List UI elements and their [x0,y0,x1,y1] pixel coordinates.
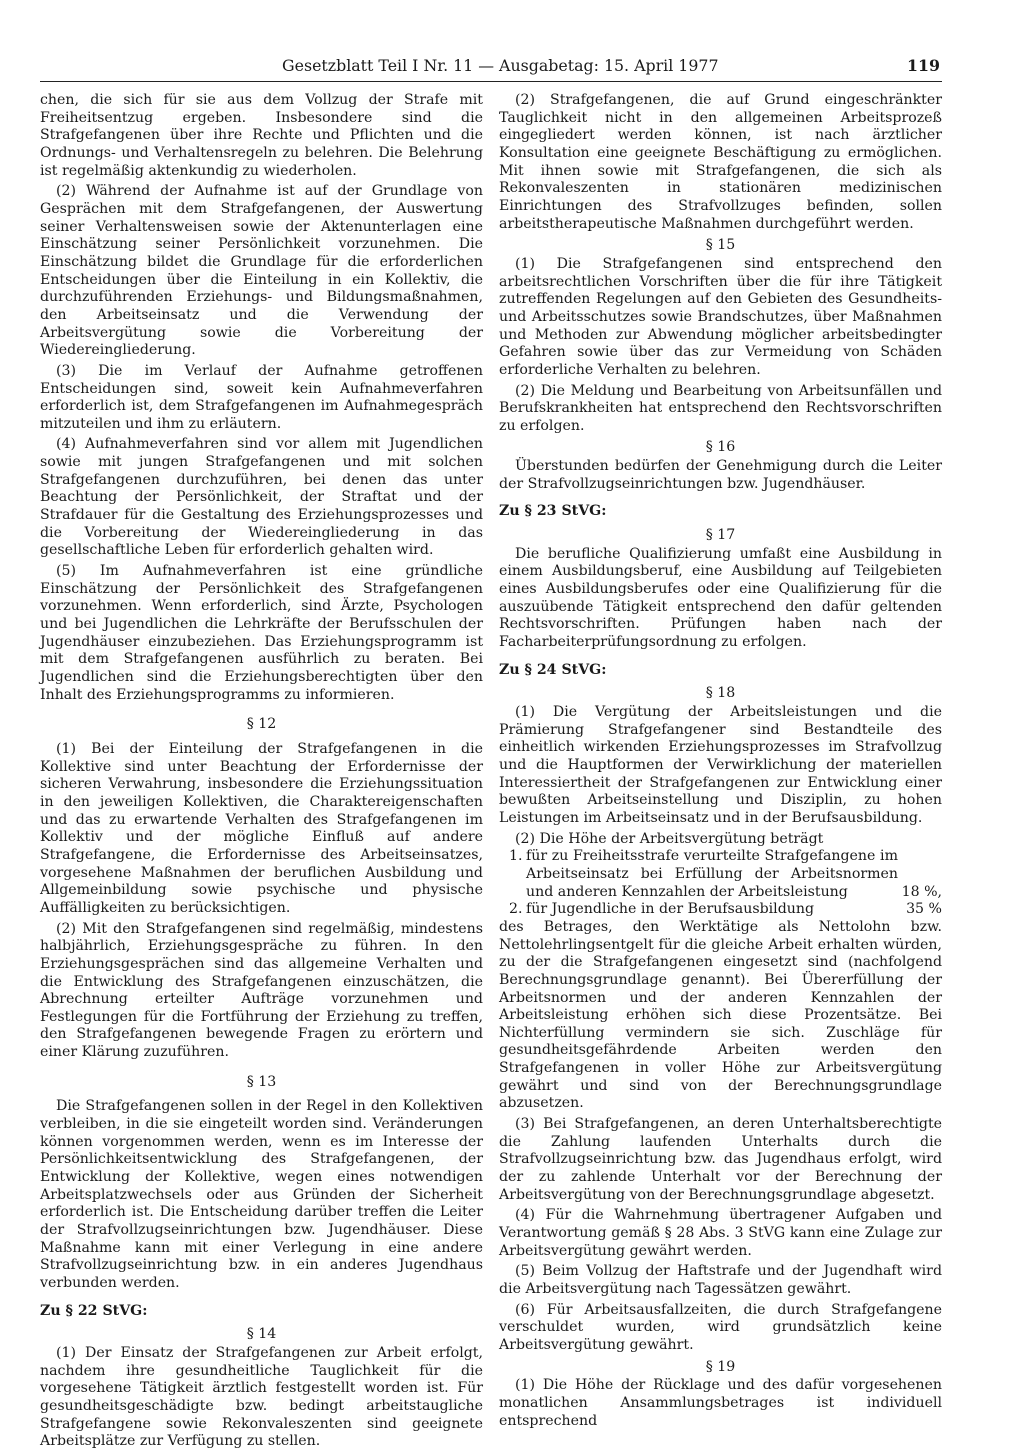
header-rule [40,81,942,82]
paragraph: Die berufliche Qualifizierung umfaßt eine Ausbildung in einem Ausbildungsberuf, eine Ausbildung auf Teilgebieten eines Ausbildungsberufes oder eine Qualifizierung für die auszuübende Tätigkeit entsprechend den dafür geltenden Rechtsvorschriften. Prüfungen haben nach der Facharbeiterprüfungsordnung zu erfolgen. [499,545,942,651]
paragraph: Überstunden bedürfen der Genehmigung durch die Leiter der Strafvollzugseinrichtungen bzw. Jugendhäuser. [499,458,942,492]
list-percentage: 18 %, [901,883,942,900]
paragraph: (2) Die Meldung und Bearbeitung von Arbeitsunfällen und Berufskrankheiten hat entsprechend den Rechtsvorschriften zu erfolgen. [499,382,942,434]
law-reference-heading: Zu § 23 StVG: [499,503,607,520]
section-heading-14: § 14 [246,1326,277,1343]
right-column [499,92,942,1430]
section-heading-13: § 13 [246,1073,277,1090]
list-item [499,848,942,901]
section-heading-15: § 15 [705,237,736,254]
paragraph: des Betrages, den Werktätige als Nettolohn bzw. Nettolehrlingsentgelt für die gleiche Arbeit erhalten würden, zu der die Strafgefangenen eingesetzt sind (nachfolgend Berechnungsgrundlage genannt). Bei Übererfüllung der Arbeitsnormen und der anderen Kennzahlen der Arbeitsleistung erhöhen sich diese Prozentsätze. Bei Nichterfüllung vermindern sie sich. Zuschläge für gesundheitsgefährdende Arbeiten werden den Strafgefangenen in voller Höhe zur Arbeitsvergütung gewährt und sind von der Berechnungsgrundlage abzusetzen. [499,918,942,1112]
section-heading-12: § 12 [246,716,277,733]
paragraph: (1) Der Einsatz der Strafgefangenen zur Arbeit erfolgt, nachdem ihre gesundheitliche Tauglichkeit für die vorgesehene Tätigkeit ärztlich festgestellt worden ist. Für gesundheitsgeschädigte bzw. bedingt arbeitstaugliche Strafgefangene sowie Rekonvaleszenten sind geeignete Arbeitsplätze zur Verfügung zu stellen. [40,1344,483,1450]
page-number: 119 [907,56,940,75]
paragraph: Die Strafgefangenen sollen in der Regel in den Kollektiven verbleiben, in die sie eingeteilt worden sind. Veränderungen können vorgenommen werden, wenn es im Interesse der Persönlichkeitsentwicklung des Strafgefangenen, der Entwicklung der Kollektive, wegen eines notwendigen Arbeitsplatzwechsels oder aus Gründen der Sicherheit erforderlich ist. Die Entscheidung darüber treffen die Leiter der Strafvollzugseinrichtungen bzw. Jugendhäuser. Diese Maßnahme kann mit einer Verlegung in eine andere Strafvollzugseinrichtung bzw. in ein anderes Jugendhaus verbunden werden. [40,1098,483,1291]
paragraph: (5) Beim Vollzug der Haftstrafe und der Jugendhaft wird die Arbeitsvergütung nach Tagessätzen gewährt. [499,1263,942,1297]
list-text: für zu Freiheitsstrafe verurteilte Strafgefangene im Arbeitseinsatz bei Erfüllung der Arbeitsnormen und anderen Kennzahlen der Arbeitsleistung [526,848,898,900]
paragraph: (2) Strafgefangenen, die auf Grund eingeschränkter Tauglichkeit nicht in den allgemeinen Arbeitsprozeß eingegliedert werden können, ist nach ärztlicher Konsultation eine geeignete Beschäftigung zu ermöglichen. Mit ihnen sowie mit Strafgefangenen, die sich als Rekonvaleszenten in stationären medizinischen Einrichtungen des Strafvollzuges befinden, sollen arbeitstherapeutische Maßnahmen durchgeführt werden. [499,92,942,232]
section-heading-17: § 17 [705,527,736,544]
paragraph: (1) Die Höhe der Rücklage und des dafür vorgesehenen monatlichen Ansammlungsbetrages ist individuell entsprechend [499,1377,942,1429]
paragraph: (5) Im Aufnahmeverfahren ist eine gründliche Einschätzung der Persönlichkeit des Strafgefangenen vorzunehmen. Wenn erforderlich, sind Ärzte, Psychologen und bei Jugendlichen die Lehrkräfte der Berufsschulen der Jugendhäuser einzubeziehen. Das Erziehungsprogramm ist mit dem Strafgefangenen ausführlich zu beraten. Bei Jugendlichen sind die Erziehungsberechtigten über den Inhalt des Erziehungsprogramms zu informieren. [40,563,483,703]
list-item [499,901,942,919]
left-column [40,92,483,1451]
list-percentage: 35 % [906,901,942,918]
list-number: 2. [509,901,523,918]
law-reference-heading: Zu § 22 StVG: [40,1302,148,1319]
paragraph: (1) Bei der Einteilung der Strafgefangenen in die Kollektive sind unter Beachtung der Erfordernisse der sicheren Verwahrung, insbesondere die Erziehungssituation in den jeweiligen Kollektiven, die Charaktereigenschaften und das zu erwartende Verhalten des Strafgefangenen im Kollektiv und der mögliche Einfluß auf andere Strafgefangene, die Erfordernisse des Arbeitseinsatzes, vorgesehene Maßnahmen der beruflichen Ausbildung und Allgemeinbildung sowie psychische und physische Auffälligkeiten zu berücksichtigen. [40,740,483,916]
page-header [40,56,940,78]
section-heading-16: § 16 [705,439,736,456]
paragraph: (2) Die Höhe der Arbeitsvergütung beträgt [515,830,824,847]
paragraph: (4) Aufnahmeverfahren sind vor allem mit Jugendlichen sowie mit jungen Strafgefangenen und mit solchen Strafgefangenen durchzuführen, bei denen das unter Beachtung der Persönlichkeit, der Straftat und der Strafdauer für die Gestaltung des Erziehungsprozesses und die Vorbereitung der Wiedereingliederung in das gesellschaftliche Leben für erforderlich gehalten wird. [40,436,483,559]
paragraph: (2) Mit den Strafgefangenen sind regelmäßig, mindestens halbjährlich, Erziehungsgespräche zu führen. In den Erziehungsgesprächen sind das allgemeine Verhalten und die Entwicklung des Strafgefangenen einzuschätzen, die Abrechnung erteilter Aufträge vorzunehmen und Festlegungen für die Fortführung der Erziehung zu treffen, den Strafgefangenen bewegende Fragen zu erörtern und einer Klärung zuzuführen. [40,920,483,1061]
paragraph: (1) Die Strafgefangenen sind entsprechend den arbeitsrechtlichen Vorschriften über die für ihre Tätigkeit zutreffenden Regelungen auf den Gebieten des Gesundheits- und Arbeitsschutzes sowie Brandschutzes, über Maßnahmen und Methoden zur Abwendung möglicher arbeitsbedingter Gefahren sowie über das zur Vermeidung von Schäden erforderliche Verhalten zu belehren. [499,255,942,378]
paragraph: (3) Die im Verlauf der Aufnahme getroffenen Entscheidungen sind, soweit kein Aufnahmeverfahren erforderlich ist, dem Strafgefangenen im Aufnahmegespräch mitzuteilen und ihm zu erläutern. [40,362,483,432]
paragraph: (4) Für die Wahrnehmung übertragener Aufgaben und Verantwortung gemäß § 28 Abs. 3 StVG kann eine Zulage zur Arbeitsvergütung gewährt werden. [499,1207,942,1259]
law-reference-heading: Zu § 24 StVG: [499,661,607,678]
paragraph: (6) Für Arbeitsausfallzeiten, die durch Strafgefangene verschuldet wurden, wird grundsätzlich keine Arbeitsvergütung gewährt. [499,1301,942,1353]
paragraph: (3) Bei Strafgefangenen, an deren Unterhaltsberechtigte die Zahlung laufenden Unterhalts durch die Strafvollzugseinrichtung bzw. das Jugendhaus erfolgt, wird der zu zahlende Unterhalt vor der Berechnung der Arbeitsvergütung von der Berechnungsgrundlage abgesetzt. [499,1116,942,1203]
paragraph: (1) Die Vergütung der Arbeitsleistungen und die Prämierung Strafgefangener sind Bestandteile des einheitlich wirkenden Erziehungsprozesses im Strafvollzug und die Hauptformen der Verwirklichung der materiellen Interessiertheit der Strafgefangenen zur Entwicklung einer bewußten Arbeitseinstellung und Disziplin, zu hohen Leistungen im Arbeitseinsatz und in der Berufsausbildung. [499,704,942,826]
list-text: für Jugendliche in der Berufsausbildung [526,901,815,918]
paragraph: chen, die sich für sie aus dem Vollzug der Strafe mit Freiheitsentzug ergeben. Insbesondere sind die Strafgefangenen über ihre Rechte und Pflichten und die Ordnungs- und Verhaltensregeln zu belehren. Die Belehrung ist regelmäßig aktenkundig zu wiederholen. [40,92,483,179]
list-number: 1. [509,848,523,865]
paragraph: (2) Während der Aufnahme ist auf der Grundlage von Gesprächen mit dem Strafgefangenen, der Auswertung seiner Verhaltensweisen sowie der Aktenunterlagen eine Einschätzung seiner Persönlichkeit vorzunehmen. Die Einschätzung bildet die Grundlage für die erforderlichen Entscheidungen über die Einteilung in ein Kollektiv, die durchzuführenden Erziehungs- und Bildungsmaßnahmen, den Arbeitseinsatz und die Verwendung der Arbeitsvergütung sowie die Vorbereitung der Wiedereingliederung. [40,183,483,359]
section-heading-18: § 18 [705,685,736,702]
gazette-title: Gesetzblatt Teil I Nr. 11 — Ausgabetag: 15. April 1977 [282,56,719,75]
section-heading-19: § 19 [705,1358,736,1375]
